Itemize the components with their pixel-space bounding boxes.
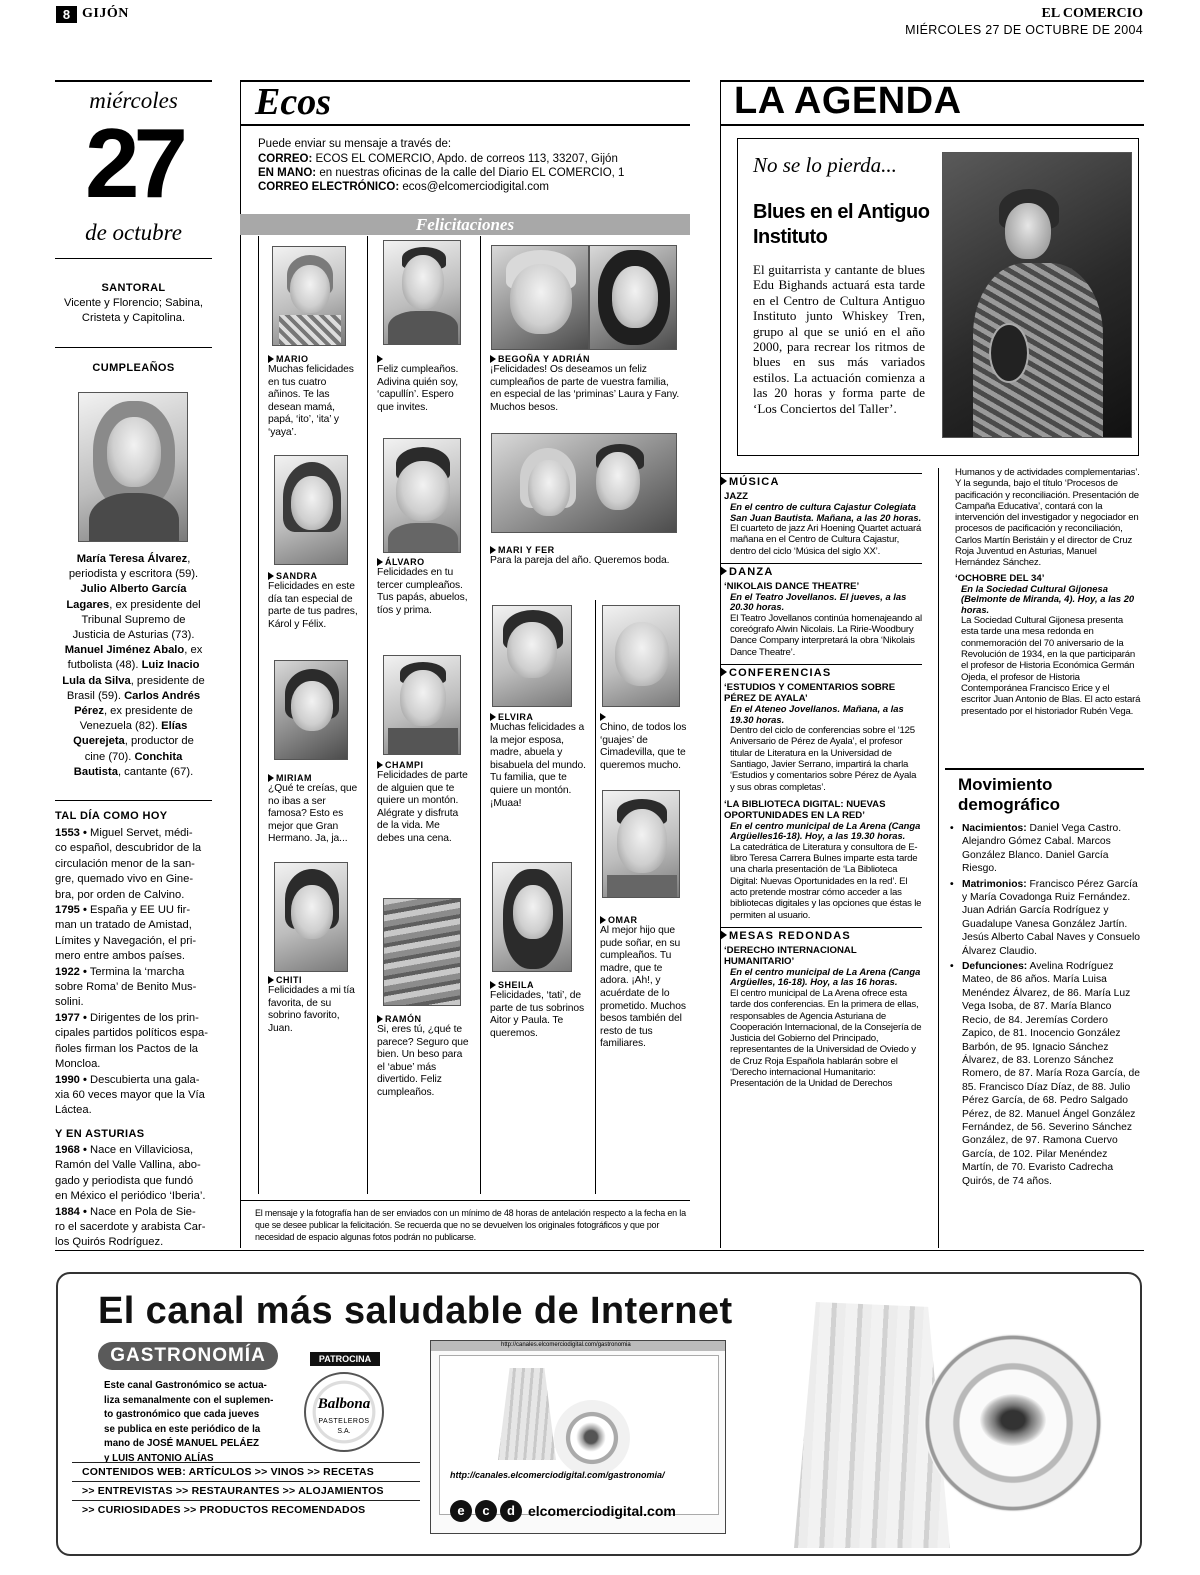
taldia-line <box>55 1073 215 1088</box>
sponsor-sub: PASTELEROS <box>318 1418 370 1425</box>
taldia-line-bold: 1922 • <box>55 965 87 978</box>
taldia-line <box>55 841 215 856</box>
taldia-line <box>55 872 215 887</box>
asturias-line <box>55 1143 215 1158</box>
demo-entry <box>948 878 1142 958</box>
rule <box>240 124 690 126</box>
rule <box>240 1200 690 1201</box>
taldia-line-text: solini. <box>55 996 84 1009</box>
asturias-title: Y EN ASTURIAS <box>55 1128 145 1140</box>
photo-sheila <box>492 862 572 972</box>
photo-miriam <box>274 660 348 760</box>
demo-entry <box>948 960 1142 1188</box>
ad-nav-item[interactable]: >> ENTREVISTAS >> RESTAURANTES >> ALOJAMIENTOS <box>72 1481 420 1500</box>
event-head agh: ‘DERECHO INTERNACIONAL HUMANITARIO’ <box>724 944 857 967</box>
ad-text-line: se publica en este periódico de la <box>104 1423 261 1435</box>
box-text: El guitarrista y cantante de blues Edu Bighands actuará esta tarde en el Centro de Cultura Antiguo Instituto junto Whiskey Tren, grupo al que se unió en el año 2000, para recrear los ritmos de blues en sus más variados estilos. La actuación comienza a las 20 horas y forma parte de ‘Los Conciertos del Taller’. <box>753 262 925 416</box>
event-head agh: ‘NIKOLAIS DANCE THEATRE’ <box>724 580 860 592</box>
contact-label: CORREO: <box>258 153 313 165</box>
photo-adrian <box>589 245 677 350</box>
asturias-line-text: Ramón del Valle Vallina, abo- <box>55 1159 201 1172</box>
taldia-line-text: gre, quemado vivo en Gine- <box>55 873 194 886</box>
birthday-line-text: Brasil (59). <box>66 689 125 702</box>
birthday-line-text: cine (70). <box>84 750 135 763</box>
section-name: GIJÓN <box>82 6 129 21</box>
rule <box>55 80 212 82</box>
birthday-line <box>55 765 212 780</box>
taldia-line <box>55 949 215 964</box>
asturias-line <box>55 1174 215 1189</box>
rule <box>55 347 212 348</box>
birthday-line <box>55 658 212 673</box>
contact-label: CORREO ELECTRÓNICO: <box>258 181 400 193</box>
logo-tld: .com <box>643 1503 676 1519</box>
taldia-line <box>55 1103 215 1118</box>
day-number: 27 <box>84 108 182 218</box>
demo-text: Avelina Rodríguez Mateo, de 86 años. María Luisa Menéndez Álvarez, de 86. María Luz Vega Isoba, de 87. María Blanco Recio, de 84. Jeremías Cordero Zapico, de 81. Inocencio González Barbón, de 95. Ignacio Sánchez Álvarez, de 83. Lorenzo Sánchez Romero, de 87. María Roza García, de 85. Francisco Díaz Díaz, de 88. Julio Pérez García, de 68. Pedro Salgado Pérez, de 82. Manuel Ángel González Fernández, de 56. Severino Sánchez González, de 97. Ramona Cuervo García, de 102. Pilar Menéndez Martín, de 70. Evaristo Cadrecha Quirós, de 74 años. <box>962 961 1140 1187</box>
box-kicker: No se lo pierda... <box>753 153 897 177</box>
event-text: La catedrática de Literatura y consultora de E-libro Teresa Carrera Bulnes imparte esta tarde una charla presentación de ‘La Biblioteca Digital: Nuevas Oportunidades en la red’. El acto pretende mostrar cómo acceder a las bibliotecas digitales y las opciones que éstas le permiten al usuario. <box>730 841 922 921</box>
asturias-line <box>55 1220 215 1235</box>
taldia-line <box>55 934 215 949</box>
birthday-line-bold: Carlos Andrés <box>124 689 201 702</box>
birthday-line-bold: Julio Alberto García <box>80 583 187 596</box>
ad-headline: El canal más saludable de Internet <box>98 1290 733 1332</box>
newspaper-name: EL COMERCIO <box>1041 6 1143 21</box>
photo-chino <box>602 605 680 707</box>
ecos-contacts <box>258 152 624 194</box>
birthday-line-text: , productor de <box>124 735 194 748</box>
demo-label: Matrimonios: <box>962 878 1027 890</box>
birthday-line <box>55 750 212 765</box>
box-title: Blues en el Antiguo Instituto <box>753 201 930 248</box>
browser-url: http://canales.elcomerciodigital.com/gastronomia <box>501 1342 631 1348</box>
taldia-line <box>55 857 215 872</box>
demo-label: Defunciones: <box>962 961 1028 973</box>
birthday-line-bold: Querejeta <box>73 735 125 748</box>
ecos-footer: El mensaje y la fotografía han de ser enviados con un mínimo de 48 horas de antelación respecto a la fecha en la que se desee publicar la felicitación. Se recuerda que no se devuelven los originales fotográficos y que por necesidad de espacio algunas fotos podrán no publicarse. <box>255 1208 686 1242</box>
agenda-section-rule <box>720 927 922 928</box>
birthday-line <box>55 567 212 582</box>
event-info: En el Ateneo Jovellanos. Mañana, a las 19.30 horas. <box>730 703 904 725</box>
bullet-icon: • <box>950 961 954 973</box>
taldia-line-text: Moncloa. <box>55 1058 101 1071</box>
taldia-line-text: bra, por orden de Calvino. <box>55 888 185 901</box>
asturias-line <box>55 1189 215 1204</box>
event-text: El centro municipal de La Arena ofrece esta tarde dos conferencias. En la primera de ellas, responsables de Agencia Asturiana de Cooperación Internacional, de la Consejería de Justicia del Gobierno del Principado, representantes de la Universidad de Oviedo y de Cruz Roja Española hablarán sobre el ‘Derecho internacional Humanitario: Presentación de la Unidad de Derechos <box>730 987 922 1090</box>
asturias-line-text: gado y periodista que fundó <box>55 1174 194 1187</box>
birthday-line-bold: Pérez <box>74 705 104 718</box>
taldia-line-text: co español, descubridor de la <box>55 842 202 855</box>
taldia-line <box>55 918 215 933</box>
ad-text-line: y LUIS ANTONIO ALÍAS <box>104 1452 214 1464</box>
taldia-line <box>55 1011 215 1026</box>
photo-omar <box>602 790 680 898</box>
birthday-line-bold: Luiz Inacio <box>141 659 200 672</box>
issue-date: MIÉRCOLES 27 DE OCTUBRE DE 2004 <box>905 23 1143 37</box>
ad-box <box>56 1272 1142 1556</box>
agenda-column-1 <box>724 470 922 1096</box>
ecd-logo-icon: e c d <box>450 1500 530 1522</box>
contact-text: en nuestras oficinas de la calle del Diario EL COMERCIO, 1 <box>316 167 625 179</box>
birthday-line-text: futbolista (48). <box>67 659 142 672</box>
ad-nav-item[interactable]: >> CURIOSIDADES >> PRODUCTOS RECOMENDADOS <box>72 1500 420 1519</box>
event-info: En el centro de cultura Cajastur Colegiata San Juan Bautista. Mañana, a las 20 horas. <box>730 501 922 523</box>
taldia-line <box>55 980 215 995</box>
asturias-line-text: en México el periódico ‘Iberia’. <box>55 1190 206 1203</box>
rule <box>55 1250 1144 1251</box>
taldia-line-text: Miguel Servet, médi- <box>86 827 193 839</box>
photo-begona <box>491 245 589 350</box>
birthday-line <box>55 689 212 704</box>
birthday-line-bold: Bautista <box>73 765 118 778</box>
weekday: miércoles <box>89 88 178 113</box>
taldia-line <box>55 1026 215 1041</box>
birthday-line-bold: Elías <box>161 720 188 733</box>
taldia-line-text: Límites y Navegación, el pri- <box>55 934 197 947</box>
ecos-intro: Puede enviar su mensaje a través de: <box>258 138 452 150</box>
birthday-line-bold: Conchita <box>134 750 183 763</box>
taldia-line-text: ñoles firman los Pactos de la <box>55 1042 199 1055</box>
ad-url: http://canales.elcomerciodigital.com/gastronomia/ <box>450 1470 665 1480</box>
agenda-section-title: MESAS REDONDAS <box>720 930 922 942</box>
felicitaciones-band: Felicitaciones <box>240 214 690 235</box>
agenda-title: LA AGENDA <box>734 80 962 122</box>
taldia-line <box>55 903 215 918</box>
column-rule <box>480 236 481 1194</box>
note-mario: MARIO Muchas felicidades en tus cuatro añinos. Te las desean mamá, papá, ‘ito’, ‘ita’ y ‘yaya’. <box>268 354 360 440</box>
contact-line <box>258 166 624 180</box>
event-info: En el centro municipal de La Arena (Canga Argüelles, 16-18). Hoy, a las 16 horas. <box>730 965 921 988</box>
ad-nav <box>72 1462 420 1519</box>
contact-line <box>258 152 624 166</box>
patrocina-label: PATROCINA <box>310 1352 380 1366</box>
note-chino: Chino, de todos los ‘guajes’ de Cimadevilla, que te queremos mucho. <box>600 712 688 772</box>
ad-text-line: Este canal Gastronómico se actua- <box>104 1380 267 1391</box>
photo-anon-1 <box>383 240 461 345</box>
event-text: Dentro del ciclo de conferencias sobre el ‘125 Aniversario de Pérez de Ayala’, el profesor titular de Literatura en la Universidad de Santiago, Javier Serrano, impartirá la charla ‘Estudios y comentarios sobre Pérez de Ayala y sus obras completas’. <box>730 725 917 793</box>
taldia-line-text: xia 60 veces mayor que la Vía <box>55 1088 205 1101</box>
taldia-line <box>55 1042 215 1057</box>
ad-text-line: liza semanalmente con el suplemen- <box>104 1394 274 1406</box>
column-rule <box>240 80 241 1248</box>
birthday-line <box>55 613 212 628</box>
taldia-line <box>55 1057 215 1072</box>
photo-alvaro <box>383 438 461 553</box>
event-info: En el Teatro Jovellanos. El jueves, a las 20.30 horas. <box>730 590 907 613</box>
agenda-column-2 <box>955 467 1141 723</box>
asturias-list <box>55 1143 215 1251</box>
taldia-line <box>55 995 215 1010</box>
asturias-line <box>55 1158 215 1173</box>
birthday-line <box>55 674 212 689</box>
event-head agh: JAZZ <box>724 491 748 502</box>
agenda-section-title: DANZA <box>720 566 922 578</box>
birthday-line-text: , <box>187 553 191 565</box>
asturias-line-text: Nace en Pola de Sie- <box>86 1205 196 1218</box>
page-number: 8 <box>56 6 77 23</box>
event-head agh: ‘LA BIBLIOTECA DIGITAL: NUEVAS OPORTUNIDADES EN LA RED’ <box>724 798 886 821</box>
column-rule <box>938 468 939 1248</box>
asturias-line <box>55 1235 215 1250</box>
birthday-line <box>55 734 212 749</box>
contact-line <box>258 180 624 194</box>
taldia-line-text: circulación menor de la san- <box>55 857 195 870</box>
note-sandra: SANDRA Felicidades en este día tan especial de parte de tus padres, Károl y Félix. <box>268 571 360 631</box>
taldia-title: TAL DÍA COMO HOY <box>55 810 168 822</box>
cumple-title: CUMPLEAÑOS <box>92 362 175 374</box>
taldia-line-text: España y EE UU fir- <box>86 904 191 917</box>
sponsor-name: Balbona <box>317 1396 371 1412</box>
santoral-title: SANTORAL <box>101 282 166 294</box>
taldia-line-bold: 1553 • <box>55 827 87 839</box>
taldia-line-text: sobre Roma’ de Benito Mus- <box>55 981 197 994</box>
note-omar: OMAR Al mejor hijo que pude soñar, en su cumpleaños. Tu madre, que te adora. ¡Ah!, y acuérdate de lo prometido. Muchos besos también del resto de tus familiares. <box>600 915 688 1051</box>
taldia-line-text: Dirigentes de los prin- <box>86 1011 199 1024</box>
birthday-line <box>55 598 212 613</box>
sponsor-sub2: S.A. <box>337 1428 351 1435</box>
demo-text: Daniel Vega Castro. Alejandro Gómez Cabal. Marcos González Blanco. Daniel García Riesgo. <box>962 823 1122 875</box>
taldia-line-text: Láctea. <box>55 1104 92 1117</box>
asturias-line-bold: 1968 • <box>55 1144 87 1156</box>
ad-text-line: to gastronómico que cada jueves <box>104 1409 260 1420</box>
birthday-line-text: , ex presidente de <box>103 705 193 718</box>
photo-chiti <box>274 862 348 972</box>
rule <box>55 258 212 259</box>
event-info: En la Sociedad Cultural Gijonesa (Belmonte de Miranda, 4). Hoy, a las 20 horas. <box>961 582 1135 615</box>
asturias-line-text: los Quirós Rodríguez. <box>55 1236 164 1249</box>
taldia-line <box>55 888 215 903</box>
taldia-line-text: mero entre ambos países. <box>55 950 185 963</box>
taldia-line-text: Termina la ‘marcha <box>86 965 185 978</box>
note-mari-fer: MARI Y FER Para la pareja del año. Queremos boda. <box>490 545 690 568</box>
column-rule <box>367 236 368 1194</box>
santoral-text: Vicente y Florencio; Sabina, Cristeta y Capitolina. <box>63 297 204 325</box>
column-rule <box>595 600 596 1194</box>
taldia-line <box>55 965 215 980</box>
birthday-line-bold: Lagares <box>66 598 110 611</box>
logo-name: elcomerciodigital <box>528 1503 644 1519</box>
event-head agh: ‘OCHOBRE DEL 34’ <box>955 572 1045 584</box>
event-info: En el centro municipal de La Arena (Canga Argüelles16-18). Hoy, a las 19.30 horas. <box>730 819 921 842</box>
birthday-line <box>55 704 212 719</box>
agenda-section-title: CONFERENCIAS <box>720 667 922 679</box>
note-sheila: SHEILA Felicidades, ‘tati’, de parte de tus sobrinos Aitor y Paula. Te queremos. <box>490 980 588 1040</box>
bullet-icon: • <box>950 878 954 890</box>
birthday-line-text: , presidente de <box>130 674 205 687</box>
column-rule <box>258 236 259 1194</box>
taldia-line-text: cipales partidos políticos espa- <box>55 1027 208 1040</box>
birthday-list <box>55 552 212 780</box>
birthday-line-text: Venezuela (82). <box>79 720 162 733</box>
asturias-line-bold: 1884 • <box>55 1205 87 1218</box>
taldia-line-text: Descubierta una gala- <box>86 1073 200 1086</box>
event-text: El Teatro Jovellanos continúa homenajeando al coreógrafo Alwin Nicolais. La Ririe-Woodbury Dance Company interpretará la obra ‘Nikolais Dance Theatre’. <box>730 612 922 658</box>
photo-sandra <box>274 455 348 565</box>
photo-ramon <box>383 898 461 1006</box>
birthday-line <box>55 552 212 567</box>
taldia-line-bold: 1795 • <box>55 904 87 917</box>
rule <box>720 124 1144 126</box>
demo-entry <box>948 822 1142 876</box>
note-begona-adrian: BEGOÑA Y ADRIÁN ¡Felicidades! Os deseamos un feliz cumpleaños de parte de vuestra familia, en especial de las ‘priminas’ Laura y Fany. Muchos besos. <box>490 354 680 413</box>
event-head agh: ‘ESTUDIOS Y COMENTARIOS SOBRE PÉREZ DE AYALA’ <box>724 682 896 705</box>
photo-champi <box>383 655 461 755</box>
ad-text <box>104 1379 304 1466</box>
month: de octubre <box>85 220 182 245</box>
bullet-icon: • <box>950 823 954 834</box>
note-anon-1: Feliz cumpleaños. Adivina quién soy, ‘capullín’. Espero que invites. <box>377 354 467 414</box>
birthday-line <box>55 643 212 658</box>
demo-title: Movimiento demográfico <box>958 775 1061 814</box>
gastronomia-badge: GASTRONOMÍA <box>98 1342 278 1370</box>
birthday-photo <box>78 392 188 542</box>
asturias-line-text: ro el sacerdote y arabista Car- <box>55 1221 206 1234</box>
ecos-title: Ecos <box>255 81 331 123</box>
birthday-line <box>55 719 212 734</box>
birthday-line <box>55 628 212 643</box>
taldia-line <box>55 826 215 841</box>
birthday-line-text: periodista y escritora (59). <box>68 568 199 581</box>
note-elvira: ELVIRA Muchas felicidades a la mejor esposa, madre, abuela y bisabuela del mundo. Tu familia, que te quiere un montón. ¡Muaa! <box>490 712 588 810</box>
photo-elvira <box>492 605 572 707</box>
demo-list <box>948 822 1142 1190</box>
taldia-line <box>55 1088 215 1103</box>
birthday-line-text: , ex presidente del <box>109 598 201 611</box>
note-champi: CHAMPI Felicidades de parte de alguien que te quiere un montón. Alégrate y disfruta de la vida. Me debes una cena. <box>377 760 468 844</box>
blues-guitarist-photo <box>942 152 1132 438</box>
demo-label: Nacimientos: <box>962 823 1027 834</box>
taldia-line-bold: 1990 • <box>55 1073 87 1086</box>
rule <box>55 800 212 801</box>
event-text: El cuarteto de jazz Ari Hoening Quartet actuará mañana en el Centro de Cultura Cajastur, dentro del ciclo ‘Música del siglo XX’. <box>730 523 922 557</box>
agenda-continued: Humanos y de actividades complementarias’. Y la segunda, bajo el título ‘Procesos de pacificación y reconciliación. Presentación de Campaña Educativa’, contará con la intervención del investigador y negociador en procesos de pacificación y reconciliación, Carlos Martín Beristáin y el director de Cruz Roja Juventud en Asturias, Manuel Hernández Sánchez. <box>955 467 1140 569</box>
birthday-line-bold: Manuel Jiménez Abalo <box>64 644 185 657</box>
asturias-line <box>55 1205 215 1220</box>
demo-text: Francisco Pérez García y María Covadonga Ruiz Fernández. Juan Adrián García Rodríguez y Guadalupe Vanesa González Jartín. Jesús Alberto Cabal Naves y Consuelo Álvarez Claudio. <box>962 878 1141 957</box>
rule <box>945 768 1144 770</box>
contact-text: ECOS EL COMERCIO, Apdo. de correos 113, 33207, Gijón <box>312 153 618 165</box>
plate-graphic <box>924 1334 1102 1512</box>
ad-text-line: mano de JOSÉ MANUEL PELÁEZ <box>104 1438 259 1449</box>
note-chiti: CHITI Felicidades a mi tía favorita, de su sobrino favorito, Juan. <box>268 975 360 1035</box>
photo-mari-fer <box>491 433 677 533</box>
ad-nav-item[interactable]: CONTENIDOS WEB: ARTÍCULOS >> VINOS >> RECETAS <box>72 1462 420 1481</box>
event-text: La Sociedad Cultural Gijonesa presenta esta tarde una mesa redonda en conmemoración del 70 aniversario de la Revolución de 1934, en la que participarán el profesor de Historia Económica Germán Ojeda, el profesor de Historia Contemporánea Francisco Erice y el escritor Juan Antonio de Blas. El acto estará presentado por el historiador Rubén Vega. <box>961 615 1141 717</box>
taldia-line-bold: 1977 • <box>55 1011 87 1024</box>
taldia-line-text: man un tratado de Amistad, <box>55 919 192 932</box>
birthday-line-bold: María Teresa Álvarez <box>76 553 188 565</box>
birthday-line-text: Justicia de Asturias (73). <box>72 629 195 642</box>
contact-text: ecos@elcomerciodigital.com <box>399 181 549 193</box>
ecd-logo <box>528 1503 676 1519</box>
birthday-line <box>55 582 212 597</box>
note-miriam: MIRIAM ¿Qué te creías, que no ibas a ser famosa? Esto es mejor que Gran Hermano. Ja, ja... <box>268 773 360 846</box>
sponsor-seal <box>304 1372 384 1452</box>
birthday-line-text: , ex <box>184 644 203 657</box>
birthday-line-text: Tribunal Supremo de <box>81 613 186 626</box>
birthday-line-bold: Lula da Silva <box>62 674 131 687</box>
agenda-section-title: MÚSICA <box>720 476 922 488</box>
note-alvaro: ÁLVARO Felicidades en tu tercer cumpleaños. Tus papás, abuelos, tíos y prima. <box>377 557 468 616</box>
note-ramon: RAMÓN Si, eres tú, ¿qué te parece? Seguro que bien. Un beso para el ‘abue’ más divertido. Feliz cumpleaños. <box>377 1014 469 1098</box>
birthday-line-text: , cantante (67). <box>117 765 194 778</box>
photo-mario <box>272 246 346 346</box>
agenda-section-rule <box>720 563 922 564</box>
taldia-list <box>55 826 215 1119</box>
agenda-section-rule <box>720 473 922 474</box>
agenda-section-rule <box>720 664 922 665</box>
contact-label: EN MANO: <box>258 167 317 179</box>
asturias-line-text: Nace en Villaviciosa, <box>86 1144 194 1156</box>
